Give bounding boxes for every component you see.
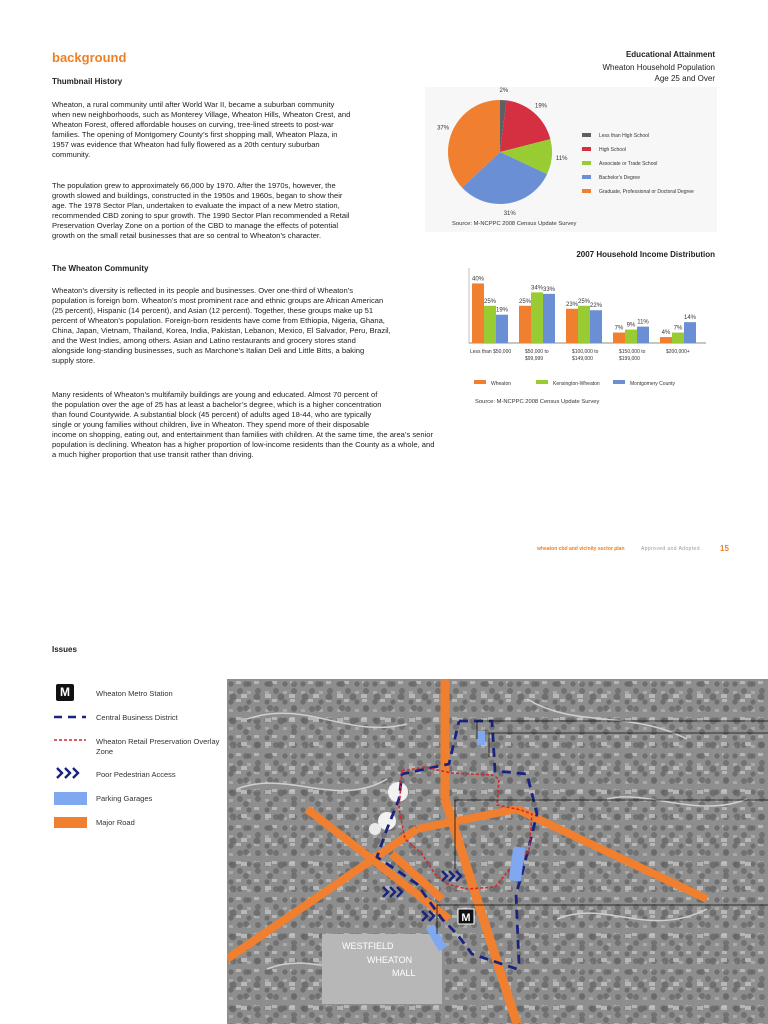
bar-data-label: 25% xyxy=(483,298,497,305)
page-number: 15 xyxy=(720,544,729,553)
pie-legend-label: Less than High School xyxy=(599,133,650,139)
pie-legend-label: Graduate, Professional or Doctoral Degree xyxy=(599,189,694,195)
bar-0-2 xyxy=(496,315,508,343)
history-paragraph-1 xyxy=(52,100,350,160)
pie-legend-swatch xyxy=(582,189,591,193)
text-line: alongside long-standing businesses, such as Marchone’s Italian Deli and Little Bitts, a baking xyxy=(52,346,365,355)
bar-data-label: 19% xyxy=(495,307,509,314)
overlay-line-icon xyxy=(52,737,88,743)
bar-3-0 xyxy=(613,333,625,343)
metro-station-glyph: M xyxy=(461,912,471,924)
issues-map xyxy=(227,679,768,1024)
legend-label-metro: Wheaton Metro Station xyxy=(96,689,173,698)
pie-legend-swatch xyxy=(582,175,591,179)
pie-subtitle-line: Wheaton Household Population xyxy=(602,63,715,72)
community-paragraph-2 xyxy=(52,390,434,460)
bar-data-label: 23% xyxy=(565,301,579,308)
text-line: single or young families without children, live in Wheaton. They spend more of their disposable xyxy=(52,420,370,429)
pie-legend-swatch xyxy=(582,133,591,137)
footer-plan-name: wheaton cbd and vicinity sector plan xyxy=(537,546,625,552)
bar-data-label: 4% xyxy=(661,330,671,337)
bar-2-2 xyxy=(590,310,602,343)
text-line: families. The opening of Montgomery County’s first shopping mall, Wheaton Plaza, in xyxy=(52,130,338,139)
bar-3-2 xyxy=(637,327,649,343)
bar-data-label: 25% xyxy=(518,298,532,305)
pie-legend-label: Associate or Trade School xyxy=(599,161,658,167)
footer-status: Approved and Adopted xyxy=(641,546,700,552)
bar-1-2 xyxy=(543,294,555,343)
bar-category-label: $50,000 to xyxy=(525,349,549,355)
text-line: percent of Wheaton’s population. Foreign-born residents have come from Ethiopia, Nigeria, Ghana, xyxy=(52,316,385,325)
history-heading: Thumbnail History xyxy=(52,77,123,86)
cbd-line-icon xyxy=(52,713,88,721)
text-line: supply store. xyxy=(52,356,96,365)
text-line: population is declining. Wheaton has a higher proportion of low-income residents than the County as a whole, and xyxy=(52,440,435,449)
pie-subtitle-line: Age 25 and Over xyxy=(654,74,715,83)
road-icon xyxy=(54,817,87,828)
text-line: Wheaton Forest, offered affordable houses on curving, tree-lined streets to post-war xyxy=(52,120,334,129)
legend-label-road: Major Road xyxy=(96,818,135,827)
text-line: 1957 was evidence that Wheaton had fully flowered as a 20th century suburban xyxy=(52,140,320,149)
bar-chart xyxy=(466,266,716,396)
bar-data-label: 9% xyxy=(626,322,636,329)
bar-category-label: $100,000 to xyxy=(572,349,599,355)
bar-category-label: $99,999 xyxy=(525,356,544,362)
text-line: and the West Indies, among others. Asian and Latino restaurants and grocery stores stand xyxy=(52,336,356,345)
bar-legend-swatch xyxy=(613,380,625,384)
legend-label-parking: Parking Garages xyxy=(96,794,153,803)
bar-category-label: Less than $50,000 xyxy=(470,349,512,355)
bar-data-label: 7% xyxy=(673,325,683,332)
pie-chart xyxy=(425,85,717,220)
bar-legend-label: Wheaton xyxy=(491,381,512,387)
text-line: community. xyxy=(52,150,91,159)
bar-data-label: 7% xyxy=(614,325,624,332)
bar-2-1 xyxy=(578,306,590,343)
bar-4-2 xyxy=(684,322,696,343)
bar-data-label: 11% xyxy=(637,319,649,326)
bar-data-label: 22% xyxy=(589,303,603,310)
section-title: background xyxy=(52,50,127,65)
bar-data-label: 34% xyxy=(530,285,544,292)
bar-chart-title: 2007 Household Income Distribution xyxy=(576,250,715,259)
bar-4-0 xyxy=(660,337,672,343)
bar-legend-label: Kensington-Wheaton xyxy=(553,381,600,387)
mall-label-line-1: WESTFIELD xyxy=(342,941,394,951)
text-line: recommended CBD zoning to spur growth. The 1990 Sector Plan recommended a Retail xyxy=(52,211,350,220)
text-line: growth on the small retail businesses that are so central to Wheaton’s character. xyxy=(52,231,322,240)
pie-slice-label: 2% xyxy=(499,88,509,95)
pie-chart-source: Source: M-NCPPC 2008 Census Update Survey xyxy=(452,221,577,227)
text-line: population is foreign born. Wheaton’s most prominent race and ethnic groups are African American xyxy=(52,296,384,305)
text-line: The population grew to approximately 66,000 by 1970. After the 1970s, however, the xyxy=(52,181,336,190)
water-tank xyxy=(369,823,381,835)
legend-label-cbd: Central Business District xyxy=(96,713,178,722)
text-line: China, Japan, Vietnam, Thailand, Korea, India, Pakistan, Lebanon, Mexico, El Salvador, Peru, Brazil, xyxy=(52,326,391,335)
bar-legend-swatch xyxy=(474,380,486,384)
bar-data-label: 33% xyxy=(542,286,556,293)
bar-1-0 xyxy=(519,306,531,343)
bar-legend-label: Montgomery County xyxy=(630,381,676,387)
pie-slice-label: 31% xyxy=(503,211,516,218)
text-line: income on shopping, eating out, and entertainment than families with children. At the same time, the area’s senior xyxy=(52,430,434,439)
legend-label-overlay: Wheaton Retail Preservation Overlay Zone xyxy=(96,737,220,756)
bar-4-1 xyxy=(672,333,684,343)
text-line: than found Countywide. A substantial block (45 percent) of adults aged 18-44, who are typically xyxy=(52,410,372,419)
pie-legend-swatch xyxy=(582,147,591,151)
bar-category-label: $150,000 to xyxy=(619,349,646,355)
bar-data-label: 25% xyxy=(577,298,591,305)
bar-category-label: $199,000 xyxy=(619,356,640,362)
community-heading: The Wheaton Community xyxy=(52,264,149,273)
pie-chart-subtitle xyxy=(602,62,715,84)
history-paragraph-2 xyxy=(52,181,349,241)
pie-chart-title: Educational Attainment xyxy=(625,50,715,59)
parking-garage xyxy=(477,731,485,745)
bar-3-1 xyxy=(625,330,637,343)
bar-0-0 xyxy=(472,283,484,343)
pie-slice-label: 37% xyxy=(437,125,450,132)
bar-data-label: 14% xyxy=(683,315,697,322)
parking-icon xyxy=(54,792,87,805)
pie-legend-label: High School xyxy=(599,147,626,153)
bar-chart-source: Source: M-NCPPC 2008 Census Update Survey xyxy=(475,399,600,405)
text-line: growth slowed and buildings, constructed in the 1950s and 1960s, began to show their xyxy=(52,191,343,200)
bar-legend-swatch xyxy=(536,380,548,384)
pedestrian-chevron-icon xyxy=(55,766,81,780)
text-line: Wheaton’s diversity is reflected in its people and businesses. Over one-third of Wheaton’s xyxy=(52,286,354,295)
text-line: a much higher proportion that use transit rather than driving. xyxy=(52,450,254,459)
community-paragraph-1 xyxy=(52,286,391,366)
legend-label-pedestrian: Poor Pedestrian Access xyxy=(96,770,176,779)
text-line: when new neighborhoods, such as Monterey Village, Wheaton Hills, Wheaton Crest, and xyxy=(52,110,351,119)
text-line: age. The 1978 Sector Plan, undertaken to evaluate the impact of a new Metro station, xyxy=(52,201,340,210)
bar-2-0 xyxy=(566,309,578,343)
metro-icon: M xyxy=(56,684,74,701)
text-line: Preservation Overlay Zone on a portion of the CBD to manage the effects of potential xyxy=(52,221,339,230)
bar-1-1 xyxy=(531,292,543,343)
bar-data-label: 40% xyxy=(471,276,485,283)
text-line: (25 percent), Hispanic (14 percent), and Asian (12 percent). Together, these groups make up 51 xyxy=(52,306,374,315)
pie-slice-label: 19% xyxy=(534,103,548,110)
mall-label-line-2: WHEATON xyxy=(367,955,413,965)
pie-legend-label: Bachelor's Degree xyxy=(599,175,640,181)
text-line: Wheaton, a rural community until after World War II, became a suburban community xyxy=(52,100,335,109)
text-line: the population over the age of 25 has at least a bachelor’s degree, which is a higher concentration xyxy=(52,400,382,409)
bar-category-label: $149,000 xyxy=(572,356,593,362)
text-line: Many residents of Wheaton’s multifamily buildings are young and educated. Almost 70 percent of xyxy=(52,390,378,399)
issues-heading: Issues xyxy=(52,645,77,654)
bar-category-label: $200,000+ xyxy=(666,349,690,355)
bar-0-1 xyxy=(484,306,496,343)
pie-slice-label: 11% xyxy=(555,155,568,162)
pie-legend-swatch xyxy=(582,161,591,165)
mall-label-line-3: MALL xyxy=(392,968,416,978)
